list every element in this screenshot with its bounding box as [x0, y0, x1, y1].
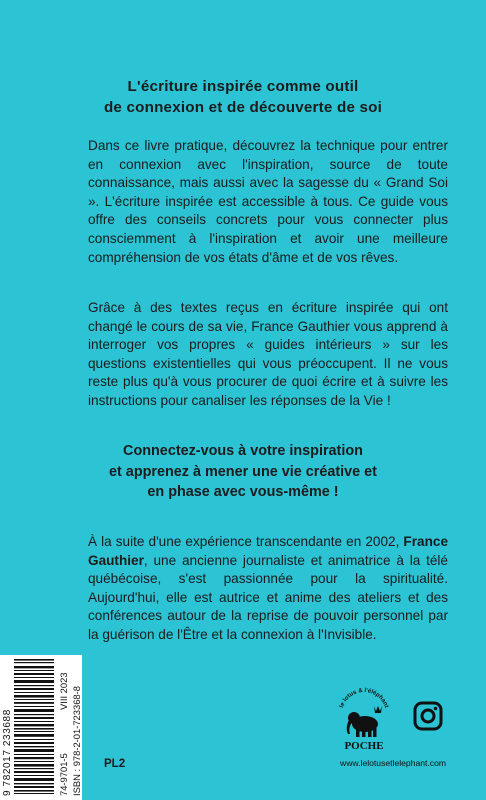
series-code: PL2: [104, 758, 126, 770]
print-date: VIII 2023: [58, 672, 69, 710]
elephant-icon: [334, 680, 394, 740]
tagline: [40, 76, 446, 118]
imprint-name: POCHE: [344, 740, 384, 752]
tagline-line-2: de connexion et de découverte de soi: [103, 99, 383, 116]
call-to-action: [60, 441, 426, 503]
bio-intro: À la suite d'une expérience transcendante en 2002,: [88, 534, 404, 549]
author-bio: [88, 533, 448, 645]
cta-line-1: Connectez-vous à votre inspiration: [123, 443, 363, 459]
description-paragraph-1: Dans ce livre pratique, découvrez la technique pour entrer en connexion avec l'inspiration, source de toute connaissance, mais aussi avec la sagesse du « Grand Soi ». L'écriture inspirée est accessible à tous. Ce guide vous offre des conseils concrets pour vous connecter plus consciemment à l'inspiration et avoir une meilleure compréhension de vos états d'âme et de vos rêves.: [88, 138, 448, 265]
instagram-icon[interactable]: [412, 700, 444, 737]
logo-arc-text: le lotus & l'éléphant: [338, 687, 389, 709]
svg-text:le lotus & l'éléphant: [339, 688, 389, 709]
ean-digits: 9 782017 233688: [2, 709, 13, 796]
publisher-logo: [334, 680, 394, 752]
author-name: France Gauthier: [88, 534, 448, 568]
cta-line-2: et apprenez à mener une vie créative et: [109, 463, 377, 480]
tagline-line-1: L'écriture inspirée comme outil: [127, 78, 359, 95]
bio-rest: , une ancienne journaliste et animatrice à la télé québécoise, s'est passionnée pour la spiritualité. Aujourd'hui, elle est autrice et anime des ateliers et des conférences autour de la reprise de pouvoir personnel par la guérison de l'Être et la connexion à l'Invisible.: [88, 552, 448, 642]
cta-line-3: en phase avec vous-même !: [147, 484, 339, 500]
description-paragraph-2: Grâce à des textes reçus en écriture inspirée qui ont changé le cours de sa vie, France Gauthier vous apprend à interroger vos propres « guides intérieurs » sur les questions existentielles qui vous préoccupent. Il ne vous reste plus qu'à vous procurer de quoi écrire et à suivre les instructions pour canaliser les réponses de la Vie !: [88, 300, 448, 408]
publisher-website[interactable]: www.lelotusetlelephant.com: [340, 758, 447, 768]
reference-code: 74-9701-5: [58, 753, 69, 796]
isbn-number: ISBN : 978-2-01-723368-8: [71, 686, 82, 796]
